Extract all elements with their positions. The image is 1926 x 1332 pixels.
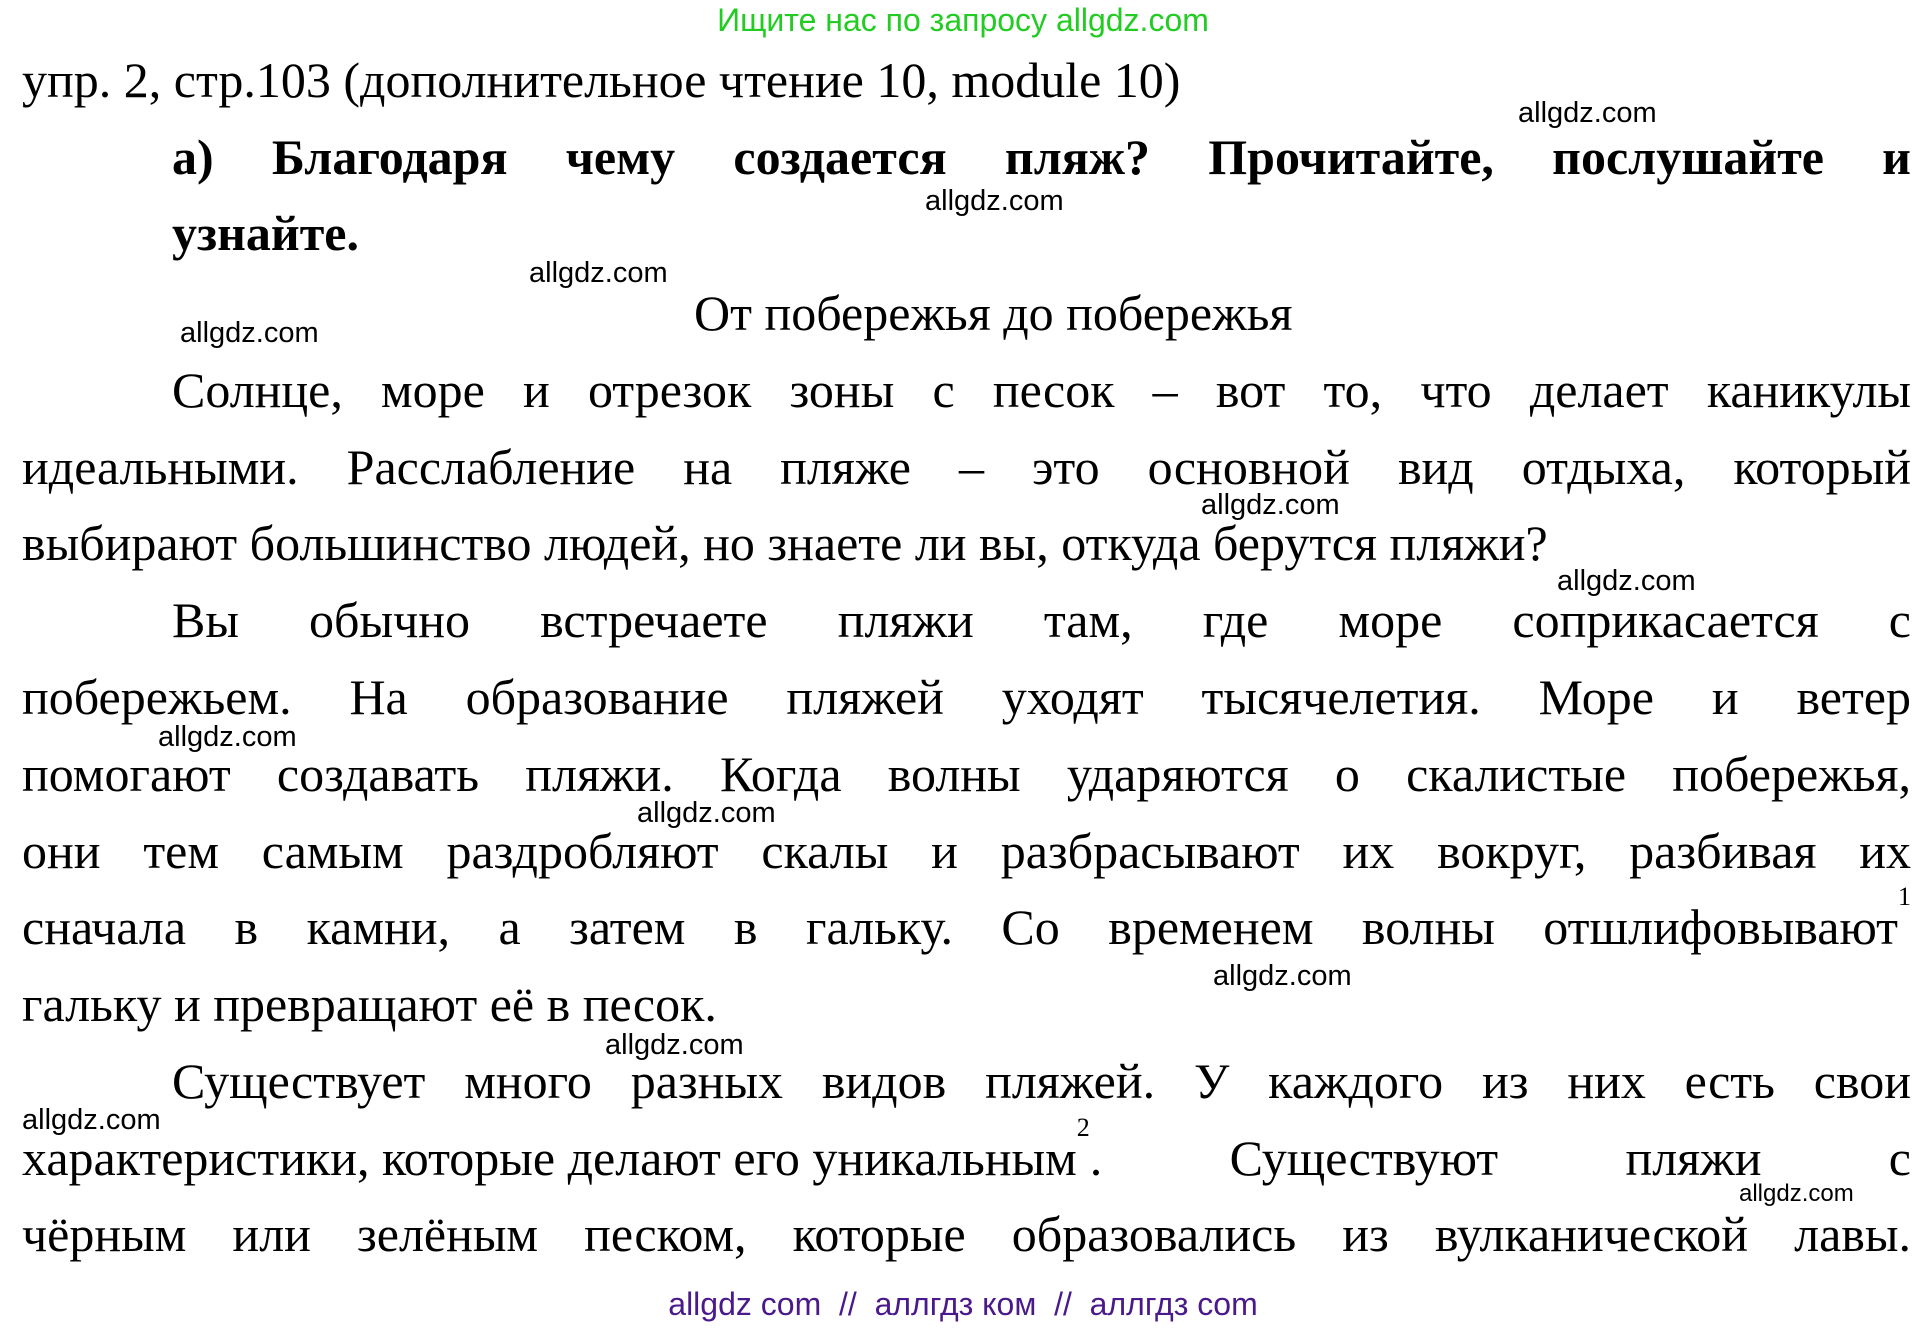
text-line — [22, 882, 1911, 957]
task-line-2: узнайте. — [172, 205, 359, 261]
watermark: allgdz.com — [925, 185, 1064, 217]
watermark: allgdz.com — [158, 721, 297, 753]
header-banner: Ищите нас по запросу allgdz.com — [717, 2, 1209, 38]
text-line: Солнце, море и отрезок зоны с песок – вот то, что делает каникулы — [172, 362, 1911, 418]
text-line: побережьем. На образование пляжей уходят тысячелетия. Море и ветер — [22, 669, 1911, 725]
text-line: чёрным или зелёным песком, которые образовались из вулканической лавы. — [22, 1206, 1911, 1262]
text-line: помогают создавать пляжи. Когда волны ударяются о скалистые побережья, — [22, 746, 1911, 802]
watermark: allgdz.com — [529, 257, 668, 289]
watermark: allgdz.com — [637, 797, 776, 829]
text-line-body: характеристики, которые делают его уникальным — [22, 1130, 1077, 1186]
exercise-title: упр. 2, стр.103 (дополнительное чтение 10, module 10) — [22, 52, 1181, 108]
footer-watermark: allgdz com // аллгдз ком // аллгдз com — [668, 1286, 1258, 1322]
text-line: они тем самым раздробляют скалы и разбрасывают их вокруг, разбивая их — [22, 823, 1911, 879]
task-line-1: а) Благодаря чему создается пляж? Прочитайте, послушайте и — [172, 129, 1911, 185]
footnote-mark: 1 — [1898, 882, 1911, 911]
text-line: Вы обычно встречаете пляжи там, где море соприкасается с — [172, 592, 1911, 648]
watermark: allgdz.com — [1557, 565, 1696, 597]
text-line-tail: . Существуют пляжи с — [1089, 1130, 1911, 1186]
watermark: allgdz.com — [1201, 489, 1340, 521]
watermark: allgdz.com — [1518, 97, 1657, 129]
footnote-mark: 2 — [1076, 1113, 1090, 1142]
text-line: Существует много разных видов пляжей. У каждого из них есть свои — [172, 1053, 1911, 1109]
watermark: allgdz.com — [1213, 960, 1352, 992]
watermark: allgdz.com — [180, 317, 319, 349]
text-line-body: сначала в камни, а затем в гальку. Со временем волны отшлифовывают — [22, 899, 1898, 955]
watermark: allgdz.com — [605, 1029, 744, 1061]
text-line: идеальными. Расслабление на пляже – это основной вид отдыха, который — [22, 439, 1911, 495]
watermark: allgdz.com — [22, 1104, 161, 1136]
watermark: allgdz.com — [1739, 1180, 1854, 1207]
text-line: гальку и превращают её в песок. — [22, 976, 717, 1032]
text-heading: От побережья до побережья — [694, 285, 1293, 341]
text-line: выбирают большинство людей, но знаете ли вы, откуда берутся пляжи? — [22, 515, 1548, 571]
